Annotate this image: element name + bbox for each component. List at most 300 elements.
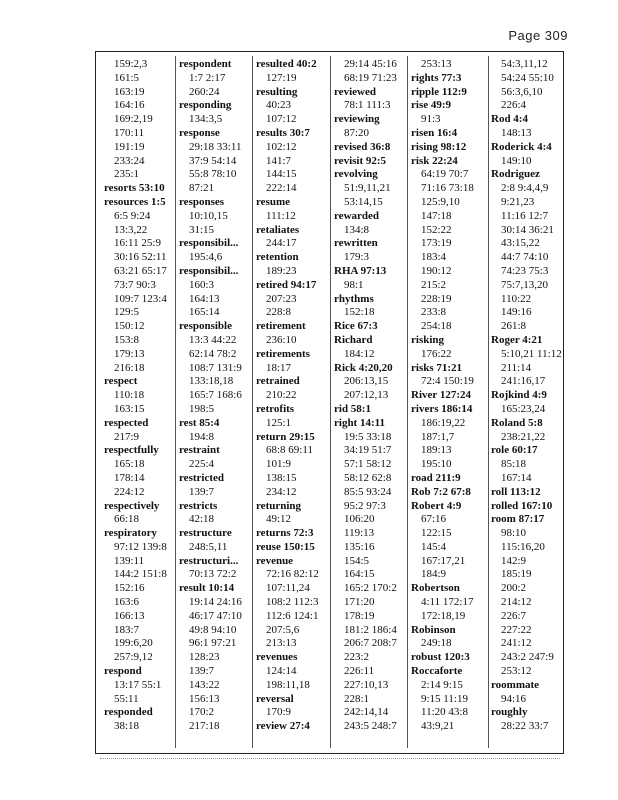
index-entry-term: responses (179, 195, 225, 208)
index-entry-term: Roland 5:8 (491, 416, 543, 429)
index-entry-ref: 98:1 (344, 278, 364, 291)
index-entry-term: resulting (256, 85, 298, 98)
index-entry-ref: 206:7 208:7 (344, 637, 397, 650)
index-entry-ref: 138:15 (266, 471, 297, 484)
index-entry-term: responsible (179, 320, 232, 333)
index-entry-term: respondent (179, 58, 232, 70)
index-entry-ref: 11:20 43:8 (421, 706, 468, 719)
index-entry-ref: 223:2 (344, 651, 370, 664)
index-entry-term: rhythms (334, 292, 374, 305)
index-entry-term: rewarded (334, 209, 380, 222)
index-entry-ref: 228:19 (421, 292, 452, 305)
index-entry-ref: 111:12 (266, 209, 296, 222)
index-entry-ref: 72:4 150:19 (421, 375, 474, 388)
index-entry-ref: 119:13 (344, 527, 375, 540)
index-entry-ref: 249:18 (421, 637, 452, 650)
index-entry-ref: 226:11 (344, 665, 375, 678)
index-entry-ref: 107:11,24 (266, 582, 310, 595)
index-entry-ref: 222:14 (266, 182, 297, 195)
index-entry-ref: 248:5,11 (189, 540, 228, 553)
index-entry-ref: 142:9 (501, 554, 527, 567)
index-entry-term: Robert 4:9 (411, 499, 462, 512)
index-entry-ref: 211:14 (501, 361, 532, 374)
index-entry-ref: 224:12 (114, 485, 145, 498)
index-entry-term: rivers 186:14 (411, 402, 473, 415)
index-entry-ref: 97:12 139:8 (114, 540, 167, 553)
index-entry-ref: 243:5 248:7 (344, 720, 397, 733)
index-entry-ref: 101:9 (266, 458, 292, 471)
index-entry-ref: 173:19 (421, 237, 452, 250)
page-footer-rule (100, 758, 560, 765)
index-entry-ref: 165:2 170:2 (344, 582, 397, 595)
column-divider (175, 56, 176, 748)
index-entry-term: rights 77:3 (411, 71, 462, 84)
index-entry-ref: 55:11 (114, 692, 139, 705)
index-entry-term: respectfully (104, 444, 159, 457)
index-entry-ref: 5:10,21 11:12 (501, 347, 562, 360)
index-entry-ref: 109:7 123:4 (114, 292, 167, 305)
index-entry-ref: 226:4 (501, 99, 527, 112)
index-entry-ref: 243:2 247:9 (501, 651, 554, 664)
index-entry-ref: 139:7 (189, 485, 215, 498)
index-entry-ref: 164:13 (189, 292, 220, 305)
index-entry-ref: 125:1 (266, 416, 292, 429)
index-entry-ref: 31:15 (189, 223, 215, 236)
index-entry-term: retirement (256, 320, 306, 333)
index-entry-ref: 71:16 73:18 (421, 182, 474, 195)
index-entry-term: revenues (256, 651, 298, 664)
index-entry-term: respond (104, 665, 142, 678)
index-entry-ref: 241:12 (501, 637, 532, 650)
index-entry-ref: 106:20 (344, 513, 375, 526)
index-entry-ref: 108:2 112:3 (266, 596, 319, 609)
index-entry-ref: 260:24 (189, 85, 220, 98)
index-entry-term: returns 72:3 (256, 527, 314, 540)
index-entry-ref: 207:23 (266, 292, 297, 305)
index-entry-ref: 206:13,15 (344, 375, 389, 388)
index-entry-ref: 145:4 (421, 540, 447, 553)
index-entry-ref: 233:8 (421, 306, 447, 319)
index-entry-ref: 226:7 (501, 609, 527, 622)
index-entry-ref: 213:13 (266, 637, 297, 650)
index-entry-term: respected (104, 416, 149, 429)
index-entry-ref: 184:12 (344, 347, 375, 360)
index-entry-ref: 207:12,13 (344, 389, 389, 402)
index-entry-term: response (179, 126, 220, 139)
index-entry-term: resorts 53:10 (104, 182, 165, 195)
index-entry-term: resume (256, 195, 291, 208)
index-entry-ref: 58:12 62:8 (344, 471, 392, 484)
index-entry-ref: 159:2,3 (114, 58, 148, 70)
index-entry-ref: 189:23 (266, 264, 297, 277)
index-entry-ref: 144:2 151:8 (114, 568, 167, 581)
index-entry-ref: 108:7 131:9 (189, 361, 242, 374)
index-entry-ref: 184:9 (421, 568, 447, 581)
index-entry-ref: 43:15,22 (501, 237, 540, 250)
index-entry-term: restraint (179, 444, 220, 457)
index-entry-ref: 6:5 9:24 (114, 209, 151, 222)
index-entry-ref: 200:2 (501, 582, 527, 595)
index-entry-term: retrofits (256, 402, 295, 415)
index-entry-ref: 94:16 (501, 692, 527, 705)
index-entry-term: risk 22:24 (411, 154, 458, 167)
index-entry-ref: 214:12 (501, 596, 532, 609)
index-entry-ref: 127:19 (266, 71, 297, 84)
index-entry-term: review 27:4 (256, 720, 310, 733)
index-entry-ref: 143:22 (189, 678, 220, 691)
index-entry-ref: 153:8 (114, 333, 140, 346)
index-entry-ref: 107:12 (266, 113, 297, 126)
index-entry-ref: 236:10 (266, 333, 297, 346)
index-entry-ref: 44:7 74:10 (501, 251, 549, 264)
index-entry-ref: 110:18 (114, 389, 145, 402)
index-entry-ref: 235:1 (114, 168, 140, 181)
index-entry-ref: 54:24 55:10 (501, 71, 554, 84)
index-entry-ref: 253:13 (421, 58, 452, 70)
index-entry-term: restructure (179, 527, 232, 540)
index-column-1 (104, 58, 174, 746)
index-entry-term: room 87:17 (491, 513, 545, 526)
index-entry-ref: 102:12 (266, 140, 297, 153)
index-column-3 (256, 58, 329, 746)
index-entry-ref: 125:9,10 (421, 195, 460, 208)
index-entry-ref: 96:1 97:21 (189, 637, 237, 650)
index-entry-ref: 134:3,5 (189, 113, 223, 126)
index-entry-ref: 122:15 (421, 527, 452, 540)
index-entry-ref: 225:4 (189, 458, 215, 471)
index-entry-term: rid 58:1 (334, 402, 371, 415)
index-entry-ref: 141:7 (266, 154, 292, 167)
index-entry-term: revenue (256, 554, 294, 567)
index-entry-ref: 189:13 (421, 444, 452, 457)
index-entry-ref: 148:13 (501, 126, 532, 139)
index-entry-ref: 40:23 (266, 99, 292, 112)
index-entry-ref: 19:14 24:16 (189, 596, 242, 609)
index-entry-ref: 29:18 33:11 (189, 140, 242, 153)
index-entry-ref: 186:19,22 (421, 416, 466, 429)
index-entry-ref: 195:10 (421, 458, 452, 471)
index-entry-ref: 43:9,21 (421, 720, 455, 733)
index-entry-ref: 185:19 (501, 568, 532, 581)
index-entry-term: robust 120:3 (411, 651, 470, 664)
index-entry-term: restricts (179, 499, 218, 512)
index-entry-ref: 16:11 25:9 (114, 237, 161, 250)
index-entry-term: retention (256, 251, 299, 264)
index-entry-ref: 244:17 (266, 237, 297, 250)
index-entry-ref: 161:5 (114, 71, 140, 84)
index-entry-ref: 170:9 (266, 706, 292, 719)
index-entry-ref: 178:19 (344, 609, 375, 622)
index-entry-term: rolled 167:10 (491, 499, 553, 512)
index-entry-ref: 179:13 (114, 347, 145, 360)
index-entry-ref: 181:2 186:4 (344, 623, 397, 636)
index-entry-ref: 227:22 (501, 623, 532, 636)
index-entry-ref: 253:12 (501, 665, 532, 678)
index-entry-ref: 257:9,12 (114, 651, 153, 664)
index-entry-ref: 91:3 (421, 113, 441, 126)
index-entry-ref: 241:16,17 (501, 375, 546, 388)
index-entry-term: ripple 112:9 (411, 85, 467, 98)
index-entry-ref: 139:7 (189, 665, 215, 678)
index-entry-term: rise 49:9 (411, 99, 452, 112)
index-entry-ref: 147:18 (421, 209, 452, 222)
index-entry-ref: 165:18 (114, 458, 145, 471)
index-entry-term: resulted 40:2 (256, 58, 317, 70)
index-entry-term: risen 16:4 (411, 126, 458, 139)
index-entry-term: Roccaforte (411, 665, 463, 678)
index-entry-ref: 68:19 71:23 (344, 71, 397, 84)
index-entry-ref: 178:14 (114, 471, 145, 484)
index-entry-term: result 10:14 (179, 582, 235, 595)
index-entry-ref: 198:11,18 (266, 678, 310, 691)
index-entry-ref: 34:19 51:7 (344, 444, 392, 457)
index-entry-ref: 183:7 (114, 623, 140, 636)
index-entry-ref: 261:8 (501, 320, 527, 333)
index-entry-ref: 216:18 (114, 361, 145, 374)
index-entry-ref: 87:21 (189, 182, 215, 195)
index-entry-ref: 9:21,23 (501, 195, 535, 208)
index-entry-ref: 199:6,20 (114, 637, 153, 650)
index-entry-ref: 228:1 (344, 692, 370, 705)
index-entry-ref: 134:8 (344, 223, 370, 236)
index-entry-ref: 66:18 (114, 513, 140, 526)
index-entry-term: responsibil... (179, 264, 239, 277)
index-entry-ref: 85:18 (501, 458, 527, 471)
index-entry-ref: 98:10 (501, 527, 527, 540)
index-entry-term: Rick 4:20,20 (334, 361, 393, 374)
index-entry-ref: 152:18 (344, 306, 375, 319)
index-entry-ref: 1:7 2:17 (189, 71, 226, 84)
index-entry-term: respect (104, 375, 138, 388)
index-entry-ref: 29:14 45:16 (344, 58, 397, 70)
index-entry-term: Roderick 4:4 (491, 140, 552, 153)
index-entry-ref: 18:17 (266, 361, 292, 374)
index-entry-ref: 149:10 (501, 154, 532, 167)
index-entry-ref: 9:15 11:19 (421, 692, 468, 705)
index-entry-term: risking (411, 333, 445, 346)
column-divider (407, 56, 408, 748)
index-entry-ref: 38:18 (114, 720, 140, 733)
index-column-4 (334, 58, 406, 746)
index-entry-ref: 13:3,22 (114, 223, 148, 236)
index-entry-ref: 46:17 47:10 (189, 609, 242, 622)
index-entry-term: respectively (104, 499, 160, 512)
index-entry-term: roll 113:12 (491, 485, 541, 498)
index-entry-term: Rojkind 4:9 (491, 389, 547, 402)
index-entry-ref: 133:18,18 (189, 375, 234, 388)
index-entry-ref: 68:8 69:11 (266, 444, 313, 457)
index-entry-ref: 149:16 (501, 306, 532, 319)
index-entry-ref: 234:12 (266, 485, 297, 498)
index-entry-ref: 13:17 55:1 (114, 678, 162, 691)
index-entry-ref: 191:19 (114, 140, 145, 153)
index-entry-ref: 152:22 (421, 223, 452, 236)
index-entry-term: roommate (491, 678, 540, 691)
index-entry-ref: 183:4 (421, 251, 447, 264)
index-entry-ref: 42:18 (189, 513, 215, 526)
index-entry-term: restructuri... (179, 554, 239, 567)
index-entry-term: rest 85:4 (179, 416, 220, 429)
index-entry-term: retired 94:17 (256, 278, 317, 291)
index-column-6 (491, 58, 563, 746)
index-entry-ref: 112:6 124:1 (266, 609, 319, 622)
index-entry-ref: 165:7 168:6 (189, 389, 242, 402)
index-entry-term: risks 71:21 (411, 361, 463, 374)
index-entry-ref: 115:16,20 (501, 540, 545, 553)
index-entry-ref: 30:16 52:11 (114, 251, 167, 264)
index-entry-ref: 152:16 (114, 582, 145, 595)
index-entry-ref: 217:9 (114, 430, 140, 443)
index-entry-ref: 179:3 (344, 251, 370, 264)
index-entry-term: Roger 4:21 (491, 333, 543, 346)
index-entry-term: revisit 92:5 (334, 154, 387, 167)
index-entry-ref: 64:19 70:7 (421, 168, 469, 181)
index-entry-ref: 62:14 78:2 (189, 347, 237, 360)
index-entry-ref: 70:13 72:2 (189, 568, 237, 581)
index-entry-term: retaliates (256, 223, 300, 236)
index-entry-ref: 215:2 (421, 278, 447, 291)
index-entry-ref: 37:9 54:14 (189, 154, 237, 167)
index-entry-ref: 49:8 94:10 (189, 623, 237, 636)
index-entry-term: rewritten (334, 237, 378, 250)
index-entry-term: Rice 67:3 (334, 320, 378, 333)
index-entry-term: reversal (256, 692, 294, 705)
index-entry-term: reviewed (334, 85, 376, 98)
column-divider (488, 56, 489, 748)
index-entry-term: respiratory (104, 527, 157, 540)
index-entry-ref: 129:5 (114, 306, 140, 319)
index-entry-term: Rodriguez (491, 168, 540, 181)
index-entry-ref: 4:11 172:17 (421, 596, 474, 609)
index-entry-term: retrained (256, 375, 300, 388)
index-entry-term: RHA 97:13 (334, 264, 387, 277)
index-entry-ref: 110:22 (501, 292, 532, 305)
index-entry-ref: 166:13 (114, 609, 145, 622)
index-entry-term: Richard (334, 333, 373, 346)
index-entry-term: returning (256, 499, 302, 512)
index-entry-ref: 73:7 90:3 (114, 278, 156, 291)
index-frame (95, 51, 564, 754)
index-entry-term: retirements (256, 347, 310, 360)
index-entry-ref: 172:18,19 (421, 609, 466, 622)
page-number: Page 309 (508, 28, 568, 43)
index-entry-ref: 144:15 (266, 168, 297, 181)
index-entry-ref: 167:17,21 (421, 554, 466, 567)
index-entry-ref: 139:11 (114, 554, 145, 567)
index-entry-ref: 165:14 (189, 306, 220, 319)
index-entry-ref: 228:8 (266, 306, 292, 319)
index-entry-ref: 187:1,7 (421, 430, 455, 443)
index-entry-ref: 67:16 (421, 513, 447, 526)
index-entry-ref: 74:23 75:3 (501, 264, 549, 277)
index-entry-ref: 87:20 (344, 126, 370, 139)
index-entry-ref: 135:16 (344, 540, 375, 553)
index-entry-term: return 29:15 (256, 430, 315, 443)
index-entry-ref: 10:10,15 (189, 209, 228, 222)
index-entry-term: role 60:17 (491, 444, 538, 457)
index-entry-ref: 163:6 (114, 596, 140, 609)
index-entry-ref: 56:3,6,10 (501, 85, 543, 98)
index-entry-term: results 30:7 (256, 126, 310, 139)
index-entry-ref: 176:22 (421, 347, 452, 360)
index-entry-term: revised 36:8 (334, 140, 391, 153)
index-entry-term: Robinson (411, 623, 456, 636)
index-entry-term: responsibil... (179, 237, 239, 250)
index-entry-ref: 242:14,14 (344, 706, 389, 719)
index-entry-ref: 198:5 (189, 402, 215, 415)
index-entry-ref: 190:12 (421, 264, 452, 277)
index-entry-ref: 165:23,24 (501, 402, 546, 415)
index-entry-ref: 195:4,6 (189, 251, 223, 264)
index-entry-ref: 156:13 (189, 692, 220, 705)
index-entry-ref: 95:2 97:3 (344, 499, 386, 512)
index-entry-term: revolving (334, 168, 378, 181)
index-entry-term: responded (104, 706, 153, 719)
index-entry-term: River 127:24 (411, 389, 471, 402)
index-entry-term: responding (179, 99, 232, 112)
index-entry-term: restricted (179, 471, 224, 484)
index-entry-term: resources 1:5 (104, 195, 166, 208)
index-entry-ref: 164:15 (344, 568, 375, 581)
index-entry-ref: 53:14,15 (344, 195, 383, 208)
index-entry-ref: 51:9,11,21 (344, 182, 391, 195)
index-entry-ref: 254:18 (421, 320, 452, 333)
index-entry-term: roughly (491, 706, 528, 719)
index-entry-term: Robertson (411, 582, 460, 595)
index-entry-ref: 169:2,19 (114, 113, 153, 126)
index-entry-ref: 233:24 (114, 154, 145, 167)
index-entry-ref: 78:1 111:3 (344, 99, 391, 112)
index-entry-ref: 75:7,13,20 (501, 278, 549, 291)
index-entry-ref: 72:16 82:12 (266, 568, 319, 581)
index-entry-term: right 14:11 (334, 416, 386, 429)
index-entry-ref: 238:21,22 (501, 430, 546, 443)
index-entry-ref: 207:5,6 (266, 623, 300, 636)
index-entry-ref: 163:15 (114, 402, 145, 415)
index-entry-ref: 13:3 44:22 (189, 333, 237, 346)
index-entry-ref: 160:3 (189, 278, 215, 291)
index-entry-ref: 150:12 (114, 320, 145, 333)
index-entry-term: road 211:9 (411, 471, 461, 484)
index-entry-ref: 194:8 (189, 430, 215, 443)
index-entry-term: rising 98:12 (411, 140, 467, 153)
index-entry-ref: 167:14 (501, 471, 532, 484)
index-entry-ref: 28:22 33:7 (501, 720, 549, 733)
index-entry-term: Rod 4:4 (491, 113, 528, 126)
index-entry-ref: 54:3,11,12 (501, 58, 548, 70)
index-entry-ref: 164:16 (114, 99, 145, 112)
index-entry-ref: 2:8 9:4,4,9 (501, 182, 549, 195)
index-entry-ref: 128:23 (189, 651, 220, 664)
index-entry-ref: 19:5 33:18 (344, 430, 392, 443)
index-entry-term: Rob 7:2 67:8 (411, 485, 471, 498)
index-entry-ref: 227:10,13 (344, 678, 389, 691)
index-entry-ref: 57:1 58:12 (344, 458, 392, 471)
column-divider (252, 56, 253, 748)
index-entry-ref: 49:12 (266, 513, 292, 526)
index-entry-term: reviewing (334, 113, 380, 126)
index-entry-ref: 63:21 65:17 (114, 264, 167, 277)
index-entry-ref: 11:16 12:7 (501, 209, 548, 222)
index-entry-ref: 170:11 (114, 126, 145, 139)
index-entry-ref: 170:2 (189, 706, 215, 719)
index-entry-ref: 55:8 78:10 (189, 168, 237, 181)
column-divider (330, 56, 331, 748)
index-entry-ref: 163:19 (114, 85, 145, 98)
index-entry-ref: 171:20 (344, 596, 375, 609)
index-entry-ref: 124:14 (266, 665, 297, 678)
index-entry-ref: 210:22 (266, 389, 297, 402)
